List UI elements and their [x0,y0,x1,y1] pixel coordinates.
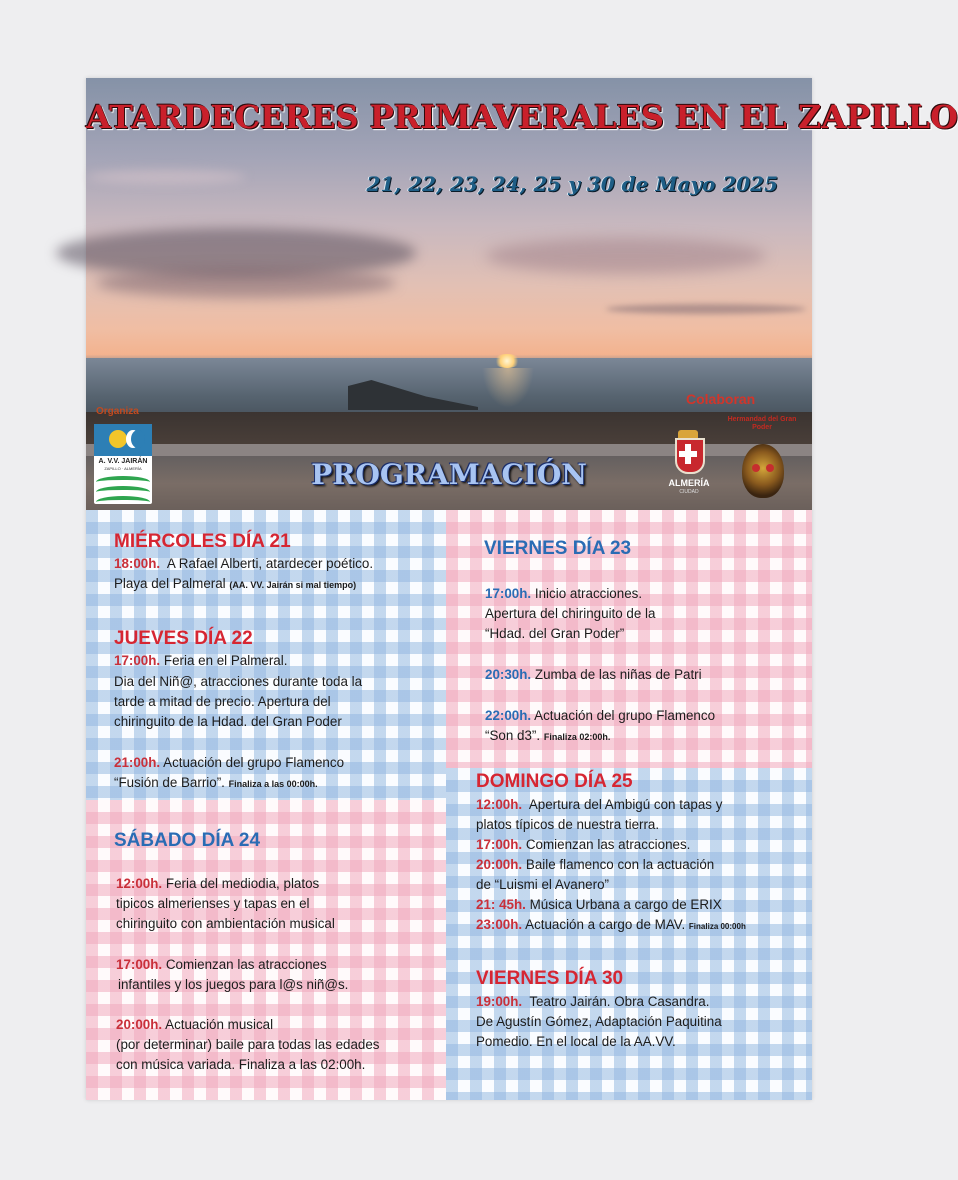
event-line [476,835,690,855]
event-time: 21:00h. [114,755,161,770]
day-title-sabado: SÁBADO DÍA 24 [114,830,261,851]
event-text: de “Luismi el Avanero” [476,877,609,892]
event-line [116,1015,273,1035]
crown-icon [678,430,698,438]
event-line [476,855,714,875]
day-title-miercoles: MIÉRCOLES DÍA 21 [114,531,291,552]
sun-reflection [482,368,534,408]
poster-title: ATARDECERES PRIMAVERALES EN EL ZAPILLO [86,98,958,136]
event-text: tarde a mitad de precio. Apertura del [114,694,331,709]
event-text: tipicos almerienses y tapas en el [116,896,310,911]
event-text: Dia del Niñ@, atracciones durante toda la [114,674,363,689]
event-text: Apertura del Ambigú con tapas y [528,797,723,812]
event-text: “Hdad. del Gran Poder” [485,626,625,641]
event-text: Baile flamenco con la actuación [525,857,715,872]
almeria-logo-sub: CIUDAD [679,489,699,495]
hermandad-label: Hermandad del Gran Poder [727,416,797,431]
event-text: Actuación musical [165,1017,274,1032]
event-text: Playa del Palmeral [114,576,226,591]
event-time: 18:00h. [114,556,161,571]
event-line [476,992,709,1012]
day-title-domingo: DOMINGO DÍA 25 [476,771,633,792]
event-line [485,706,715,726]
event-text: Pomedio. En el local de la AA.VV. [476,1034,676,1049]
schedule [86,510,812,1100]
event-line [116,874,319,894]
day-title-jueves: JUEVES DÍA 22 [114,628,253,649]
event-time: 12:00h. [116,876,163,891]
sun [494,354,520,368]
event-line [485,584,642,604]
event-line [116,955,327,975]
event-text: Música Urbana a cargo de ERIX [529,897,722,912]
sunset-photo [86,78,958,510]
event-text: Comienzan las atracciones [165,957,327,972]
cloud [96,268,396,298]
event-note: (AA. VV. Jairán si mal tiempo) [229,580,357,590]
programacion-heading: PROGRAMACIÓN [311,458,587,491]
event-text: Actuación del grupo Flamenco [163,755,345,770]
event-time: 20:30h. [485,667,532,682]
event-text: Zumba de las niñas de Patri [534,667,702,682]
event-text: Inicio atracciones. [534,586,643,601]
event-text: chiringuito de la Hdad. del Gran Poder [114,714,342,729]
event-time: 20:00h. [476,857,523,872]
cloud [606,304,806,314]
event-text: con música variada. Finaliza a las 02:00h. [116,1057,366,1072]
event-note: Finaliza 00:00h [688,922,746,931]
event-note: Finaliza 02:00h. [543,732,611,742]
event-time: 17:00h. [114,653,161,668]
event-time: 21: 45h. [476,897,526,912]
event-line [114,574,356,596]
event-text: Actuación del grupo Flamenco [534,708,716,723]
cross-bar [679,451,697,457]
event-text: A Rafael Alberti, atardecer poético. [166,556,374,571]
event-time: 22:00h. [485,708,532,723]
event-text: infantiles y los juegos para l@s niñ@s. [118,977,349,992]
event-text: platos típicos de nuestra tierra. [476,817,660,832]
event-line [476,895,722,915]
event-line [476,795,722,815]
colaboran-label: Colaboran [686,391,756,407]
poster [86,78,958,1100]
wave-icon [96,496,150,508]
almeria-logo-name: ALMERÍA [668,478,710,488]
moon-shadow [131,430,145,448]
event-time: 19:00h. [476,994,523,1009]
event-text: Teatro Jairán. Obra Casandra. [529,994,710,1009]
event-text: “Son d3”. [485,728,541,743]
jairan-logo-name: A. V.V. JAIRÁN [98,458,148,465]
day-title-viernes-30: VIERNES DÍA 30 [476,968,624,989]
event-text: Comienzan las atracciones. [525,837,691,852]
day-title-viernes-23: VIERNES DÍA 23 [484,538,632,559]
event-note: Finaliza a las 00:00h. [228,779,318,789]
event-text: chiringuito con ambientación musical [116,916,335,931]
event-time: 17:00h. [116,957,163,972]
event-text: De Agustín Gómez, Adaptación Paquitina [476,1014,722,1029]
event-line [485,726,610,748]
cloud [86,170,246,184]
event-line [114,773,318,795]
event-text: (por determinar) baile para todas las edades [116,1037,380,1052]
event-text: Actuación a cargo de MAV. [525,917,686,932]
event-time: 12:00h. [476,797,523,812]
event-text: Apertura del chiringuito de la [485,606,656,621]
event-time: 23:00h. [476,917,523,932]
sun-icon [109,430,127,448]
event-line [114,753,344,773]
jairan-logo-sub: ZAPILLO · ALMERÍA [104,466,142,471]
event-time: 17:00h. [476,837,523,852]
event-time: 17:00h. [485,586,532,601]
event-text: “Fusión de Barrio”. [114,775,225,790]
event-line [476,915,746,937]
event-time: 20:00h. [116,1017,163,1032]
event-dates: 21, 22, 23, 24, 25 y 30 de Mayo 2025 [366,172,778,196]
organiza-label: Organiza [96,406,139,417]
event-line [114,651,287,671]
event-text: Feria del mediodia, platos [165,876,320,891]
cloud [486,238,766,274]
event-line [485,665,702,685]
event-text: Feria en el Palmeral. [163,653,288,668]
event-line [114,554,373,574]
